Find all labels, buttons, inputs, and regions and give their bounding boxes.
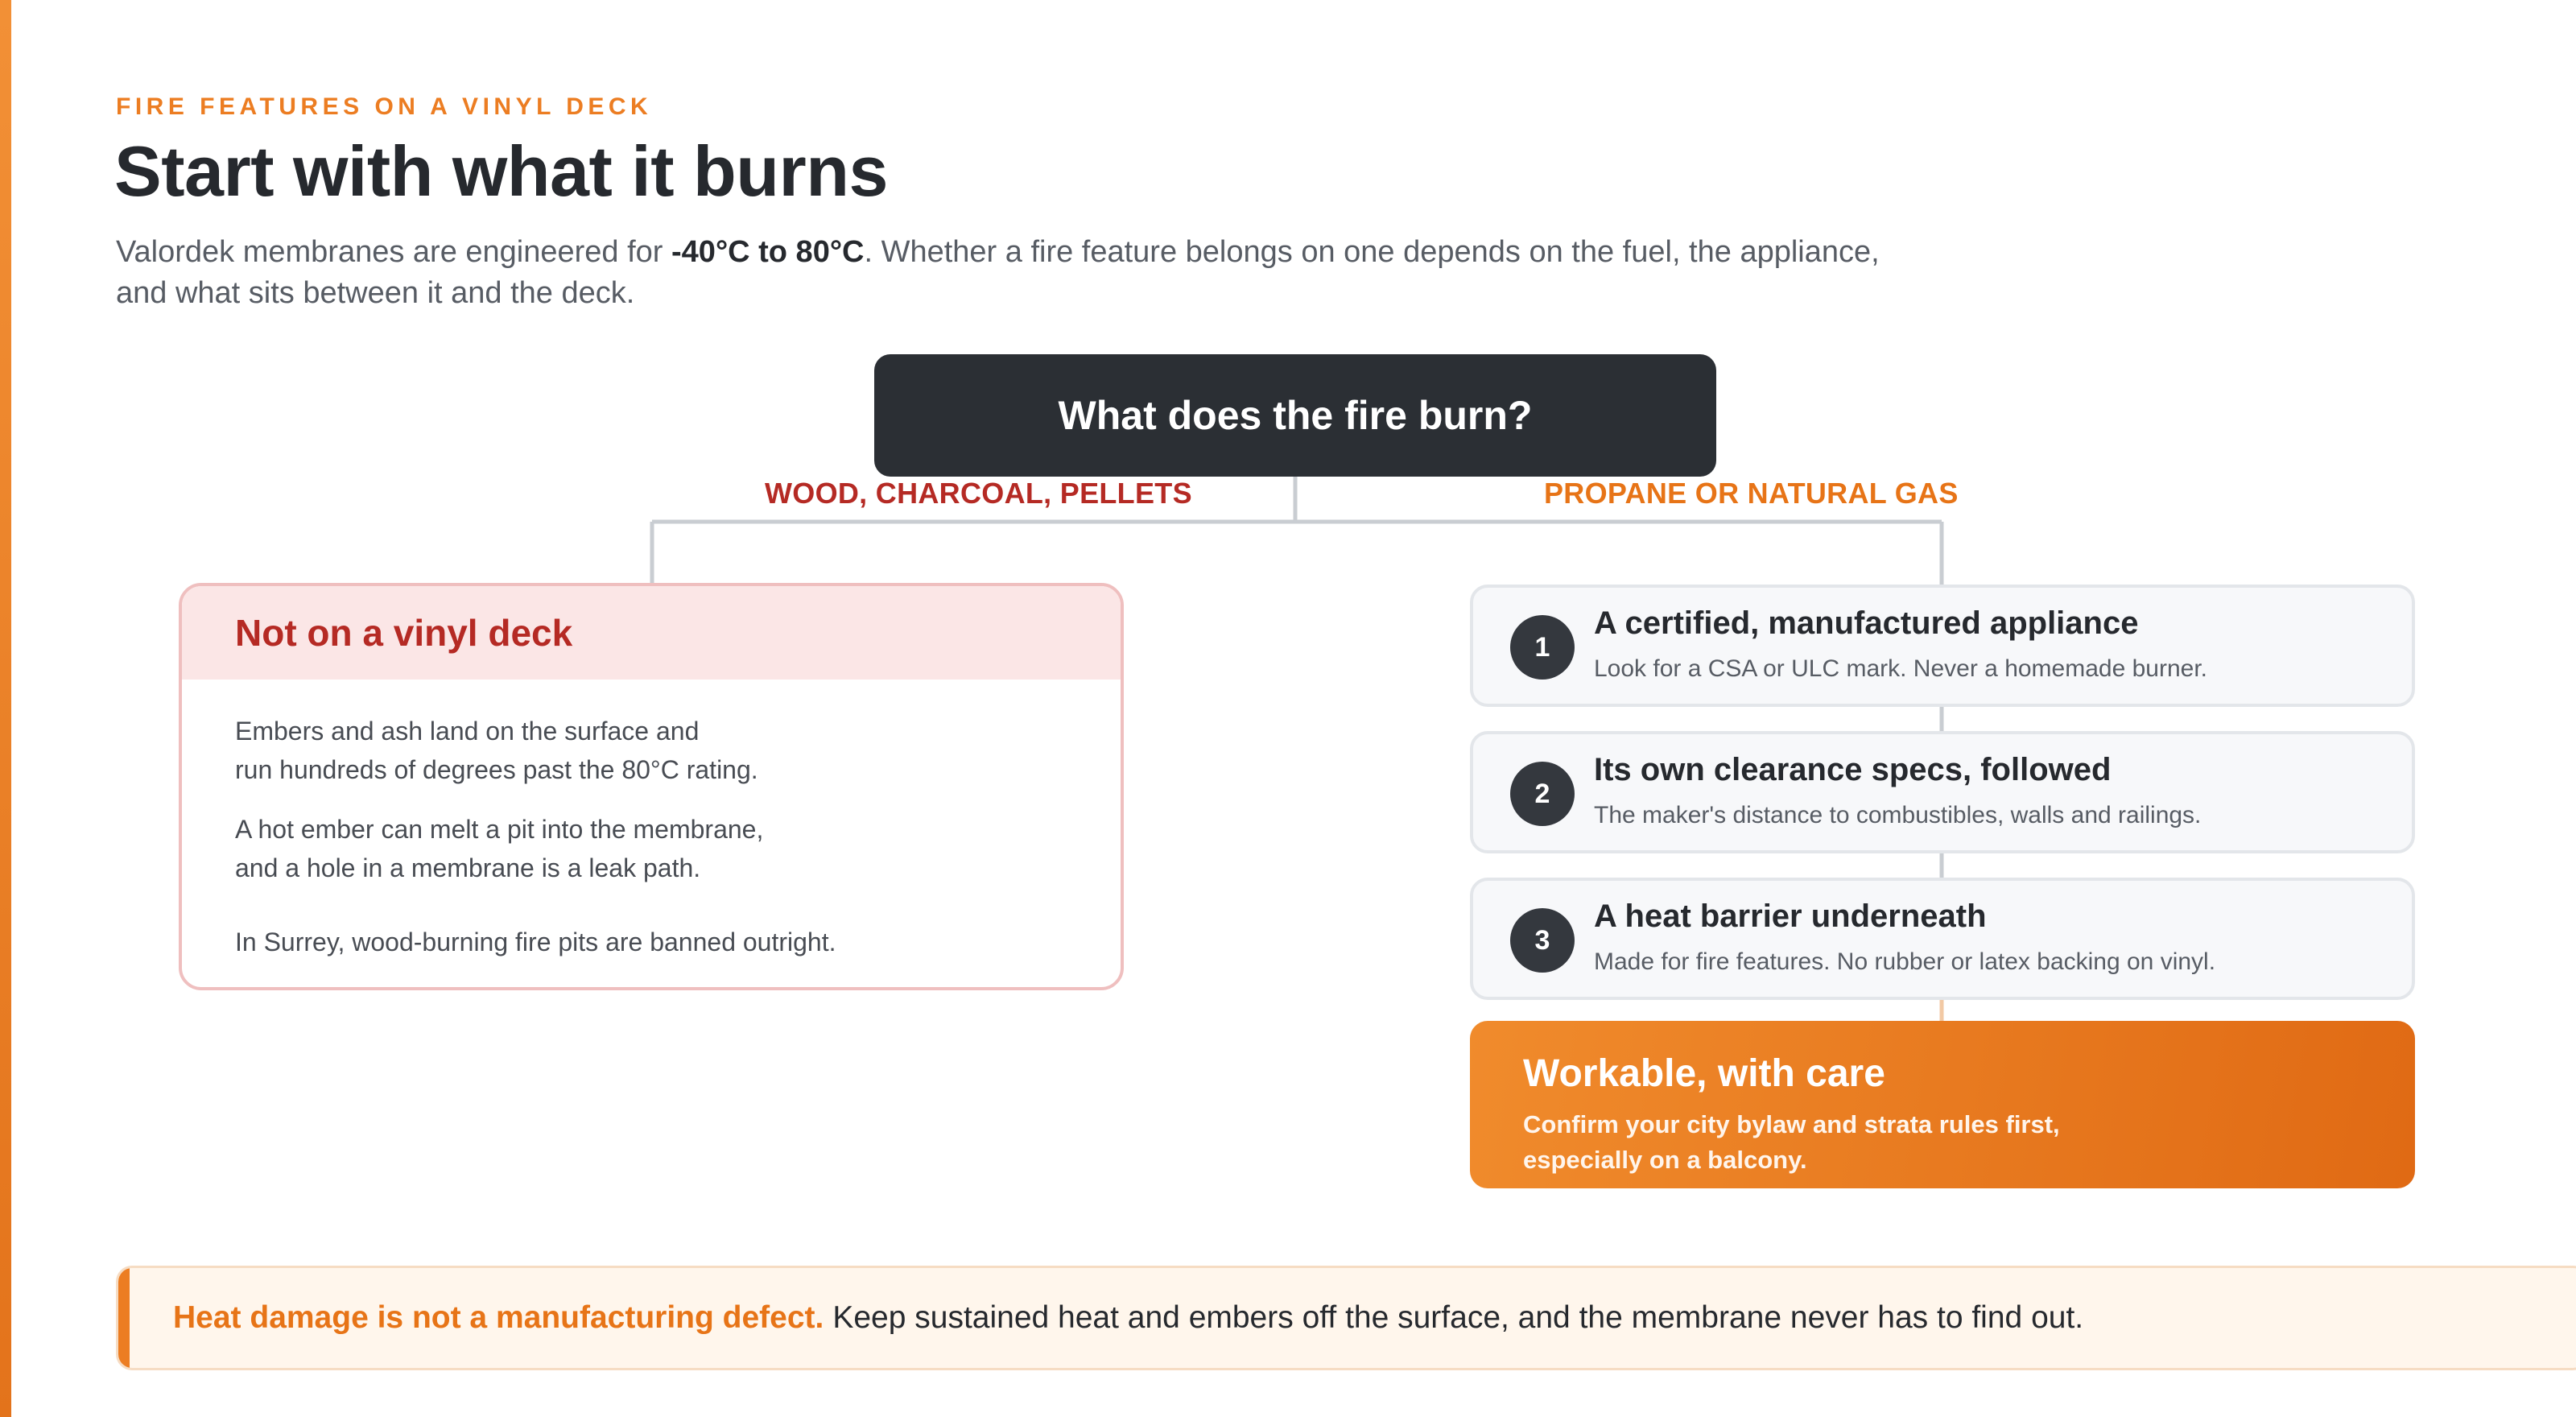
result-title: Workable, with care bbox=[1523, 1052, 1885, 1095]
callout-body: Keep sustained heat and embers off the surface, and the membrane never has to find out. bbox=[832, 1300, 2084, 1335]
callout-accent-bar bbox=[118, 1268, 130, 1368]
step-card-certified-appliance bbox=[1470, 585, 2415, 707]
not-allowed-body bbox=[182, 680, 1121, 961]
branch-label-gas: PROPANE OR NATURAL GAS bbox=[1544, 477, 1959, 510]
step-number-badge: 2 bbox=[1510, 762, 1575, 826]
page-title: Start with what it burns bbox=[114, 131, 888, 211]
surrey-ban-text: In Surrey, wood-burning fire pits are banned outright. bbox=[235, 927, 836, 956]
fuel-question-box: What does the fire burn? bbox=[874, 354, 1716, 477]
step-title: Its own clearance specs, followed bbox=[1594, 752, 2112, 787]
ember-heat-text: Embers and ash land on the surface and run hundreds of degrees past the 80°C rating. bbox=[235, 717, 758, 784]
step-description: The maker's distance to combustibles, walls and railings. bbox=[1594, 802, 2202, 828]
callout-lead: Heat damage is not a manufacturing defect. bbox=[173, 1300, 824, 1335]
step-description: Made for fire features. No rubber or latex backing on vinyl. bbox=[1594, 948, 2216, 975]
step-number-badge: 3 bbox=[1510, 908, 1575, 973]
temperature-range: -40°C to 80°C bbox=[671, 235, 865, 269]
not-allowed-card bbox=[179, 583, 1124, 990]
intro-text-end: . Whether a fire feature belongs on one depends on the fuel, the appliance, and what sits between it and the deck. bbox=[116, 235, 1880, 310]
step-title: A heat barrier underneath bbox=[1594, 899, 1987, 934]
eyebrow-label: FIRE FEATURES ON A VINYL DECK bbox=[116, 93, 653, 120]
workable-result-card bbox=[1470, 1021, 2415, 1188]
step-card-heat-barrier bbox=[1470, 878, 2415, 1000]
intro-text-start: Valordek membranes are engineered for bbox=[116, 235, 672, 269]
result-description: Confirm your city bylaw and strata rules first, especially on a balcony. bbox=[1523, 1110, 2060, 1174]
membrane-melt-text: A hot ember can melt a pit into the membrane, and a hole in a membrane is a leak path. bbox=[235, 815, 764, 882]
step-description: Look for a CSA or ULC mark. Never a homemade burner. bbox=[1594, 655, 2208, 682]
step-title: A certified, manufactured appliance bbox=[1594, 605, 2139, 641]
branch-label-solid-fuel: WOOD, CHARCOAL, PELLETS bbox=[765, 477, 1192, 510]
not-allowed-title: Not on a vinyl deck bbox=[182, 586, 1121, 680]
warning-callout bbox=[116, 1266, 2576, 1370]
step-number-badge: 1 bbox=[1510, 615, 1575, 680]
step-card-clearance-specs bbox=[1470, 731, 2415, 853]
callout-text bbox=[173, 1268, 2083, 1368]
